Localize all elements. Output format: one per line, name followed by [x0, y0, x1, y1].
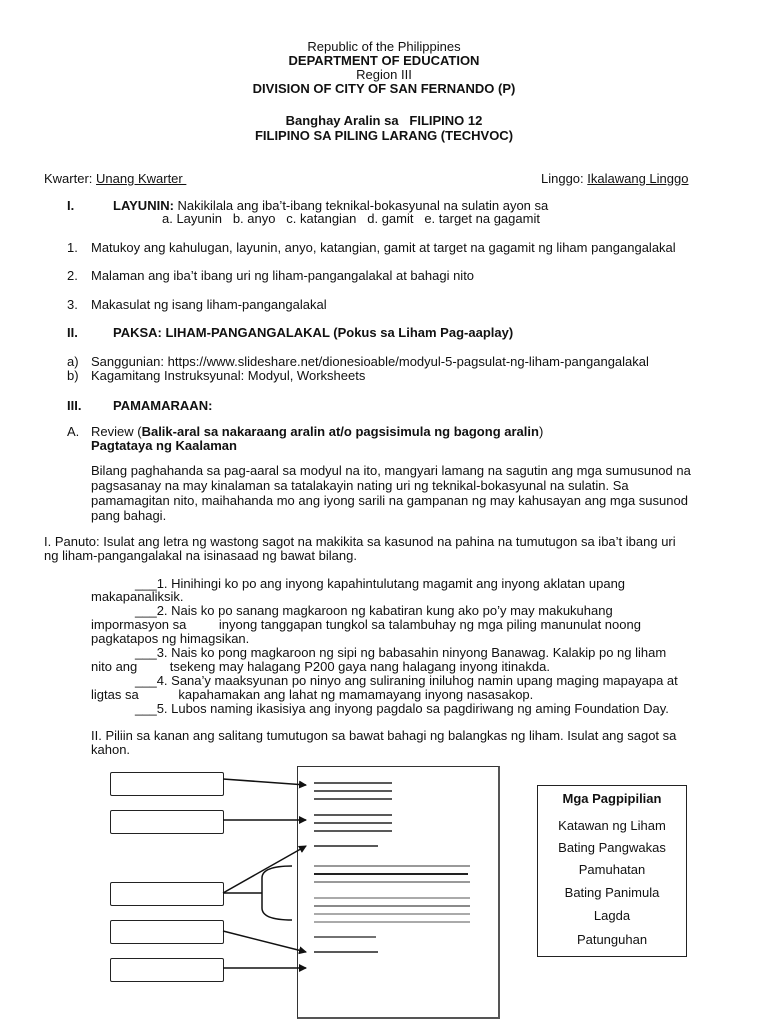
choice-katawan: Katawan ng Liham: [558, 818, 666, 833]
layunin-item-1: Matukoy ang kahulugan, layunin, anyo, katangian, gamit at target na gagamit ng liham pangangalakal: [91, 240, 676, 255]
linggo-value: Ikalawang Linggo: [587, 171, 689, 186]
layunin-choices: a. Layunin b. anyo c. katangian d. gamit e. target na gagamit: [162, 211, 540, 226]
part1-instructions-line1: I. Panuto: Isulat ang letra ng wastong sagot na makikita sa kasunod na pahina na tumutugon sa iba’t ibang uri: [44, 534, 676, 549]
layunin-title: LAYUNIN:: [113, 198, 174, 213]
choice-pamuhatan: Pamuhatan: [578, 862, 646, 877]
arrow-4: [223, 931, 306, 952]
review-bold: Balik-aral sa nakaraang aralin at/o pagsisimula ng bagong aralin: [141, 424, 539, 439]
paksa-sanggunian: Sanggunian: https://www.slideshare.net/dionesioable/modyul-5-pagsulat-ng-liham-pangangalakal: [91, 354, 649, 369]
question-1-line2: makapanaliksik.: [91, 589, 184, 604]
layunin-number: I.: [67, 198, 75, 213]
choice-lagda: Lagda: [593, 908, 631, 923]
choices-title: Mga Pagpipilian: [562, 791, 662, 806]
header-banghay: Banghay Aralin sa FILIPINO 12: [285, 113, 483, 128]
header-republic: Republic of the Philippines: [307, 39, 461, 54]
header-region: Region III: [356, 67, 412, 82]
part2-instructions-line1: II. Piliin sa kanan ang salitang tumutugon sa bawat bahagi ng balangkas ng liham. Isulat ang sagot sa: [91, 728, 677, 743]
layunin-item-1-number: 1.: [67, 240, 78, 255]
header-department: DEPARTMENT OF EDUCATION: [288, 53, 480, 68]
paksa-kagamitan: Kagamitang Instruksyunal: Modyul, Worksheets: [91, 368, 366, 383]
review-suffix: ): [538, 424, 544, 439]
question-1-line1: ___1. Hinihingi ko po ang inyong kapahintulutang magamit ang inyong aklatan upang: [135, 576, 626, 591]
layunin-item-2-number: 2.: [67, 268, 78, 283]
layunin-item-3: Makasulat ng isang liham-pangangalakal: [91, 297, 327, 312]
question-3-line2: nito ang tsekeng may halagang P200 gaya nang halagang inyong itinakda.: [91, 659, 550, 674]
choices-box: [537, 785, 687, 957]
question-2-line2: impormasyon sa inyong tanggapan tungkol sa talambuhay ng mga piling manunulat noong: [91, 617, 641, 632]
arrow-3: [223, 846, 306, 893]
header-subject: FILIPINO SA PILING LARANG (TECHVOC): [254, 128, 514, 143]
pamamaraan-number: III.: [67, 398, 82, 413]
choice-bating-pangwakas: Bating Pangwakas: [558, 840, 666, 855]
review-letter: A.: [67, 424, 80, 439]
kwarter-label: Kwarter:: [44, 171, 93, 186]
layunin-text: Nakikilala ang iba’t-ibang teknikal-bokasyunal na sulatin ayon sa: [173, 198, 549, 213]
question-5: ___5. Lubos naming ikasisiya ang inyong pagdalo sa pagdiriwang ng aming Foundation Day.: [135, 701, 669, 716]
question-2-line1: ___2. Nais ko po sanang magkaroon ng kabatiran kung ako po’y may makukuhang: [135, 603, 613, 618]
part1-instructions-line2: ng liham-pangangalakal na isinasaad ng bawat bilang.: [44, 548, 357, 563]
header-division: DIVISION OF CITY OF SAN FERNANDO (P): [252, 81, 516, 96]
question-2-line3: pagkatapos ng himagsikan.: [91, 631, 250, 646]
paksa-number: II.: [67, 325, 78, 340]
pagtataya-heading: Pagtataya ng Kaalaman: [91, 438, 237, 453]
linggo-label: Linggo:: [541, 171, 584, 186]
intro-paragraph: Bilang paghahanda sa pag-aaral sa modyul na ito, mangyari lamang na sagutin ang mga sumusunod na pagsasanay na may kinalaman sa tatalakayin nating uri ng teknikal-bokasyunal na sulatin. Sa pamamagitan nito, maihahanda mo ang iyong sarili na gampanan ng may kahusayan ang mga susunod pang bahagi.: [91, 463, 691, 523]
paksa-title: PAKSA: LIHAM-PANGANGALAKAL (Pokus sa Liham Pag-aaplay): [113, 325, 514, 340]
paksa-item-b-letter: b): [67, 368, 79, 383]
bracket: [262, 866, 292, 920]
arrow-1: [223, 779, 306, 785]
layunin-item-2: Malaman ang iba’t ibang uri ng liham-pangangalakal at bahagi nito: [91, 268, 475, 283]
choice-bating-panimula: Bating Panimula: [564, 885, 660, 900]
choice-patunguhan: Patunguhan: [576, 932, 648, 947]
pamamaraan-title: PAMAMARAAN:: [113, 398, 213, 413]
layunin-item-3-number: 3.: [67, 297, 78, 312]
kwarter-value: Unang Kwarter: [96, 171, 187, 186]
part2-instructions-line2: kahon.: [91, 742, 131, 757]
question-4-line2: ligtas sa kapahamakan ang lahat ng mamamayang inyong nasasakop.: [91, 687, 534, 702]
question-4-line1: ___4. Sana’y maaksyunan po ninyo ang suliraning iniluhog namin upang maging mapayapa at: [135, 673, 678, 688]
review-prefix: Review (: [91, 424, 142, 439]
question-3-line1: ___3. Nais ko pong magkaroon ng sipi ng babasahin ninyong Banawag. Kalakip po ng liham: [135, 645, 667, 660]
paksa-item-a-letter: a): [67, 354, 79, 369]
